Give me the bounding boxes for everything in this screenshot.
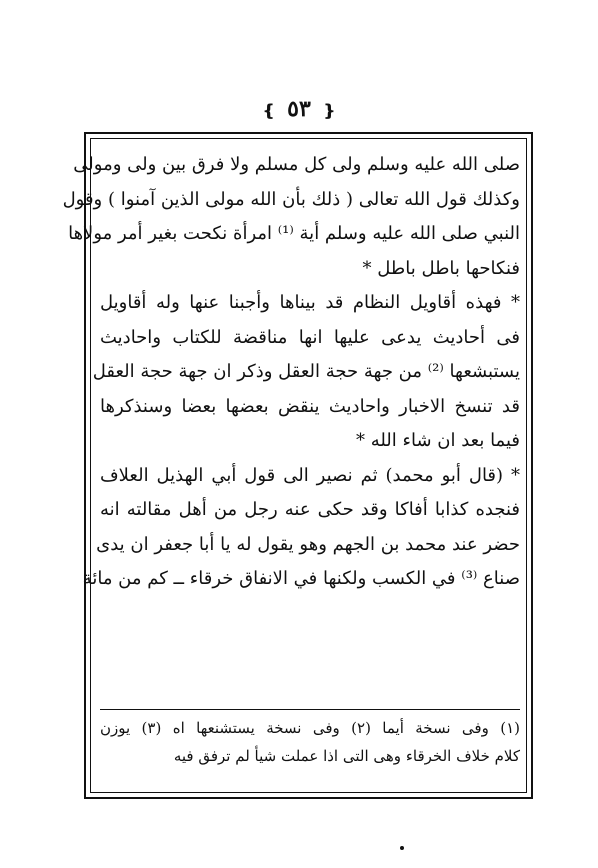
footnote-line: (١) وفى نسخة أيما (٢) وفى نسخة يستشنعها اه (٣) يوزن <box>100 719 520 737</box>
text-line: النبي صلى الله عليه وسلم أية ⁽¹⁾ امرأة نكحت بغير أمر مولاها <box>68 223 520 244</box>
footnote-separator <box>100 709 520 710</box>
text-line: * فهذه أقاويل النظام قد بيناها وأجبنا عنها وله أقاويل <box>100 292 520 313</box>
page-number-ornament-left: ❵ <box>262 101 276 120</box>
text-line: * (قال أبو محمد) ثم نصير الى قول أبي الهذيل العلاف <box>100 464 520 486</box>
text-line: حضر عند محمد بن الجهم وهو يقول له يا أبا جعفر ان يدى <box>96 533 520 555</box>
text-line: وكذلك قول الله تعالى ( ذلك بأن الله مولى الذين آمنوا ) وقول <box>62 188 520 210</box>
footnote-line: كلام خلاف الخرقاء وهى التى اذا عملت شيأ لم ترفق فيه <box>173 747 520 765</box>
text-line: قد تنسخ الاخبار واحاديث ينقض بعضها بعضا وسنذكرها <box>100 395 520 417</box>
text-line: صناع ⁽³⁾ في الكسب ولكنها في الانفاق خرقاء ــ كم من مائة <box>82 568 520 589</box>
main-text-block <box>62 148 520 597</box>
text-line: فنجده كذابا أفاكا وقد حكى عنه رجل من أهل مقالته انه <box>100 499 520 520</box>
page-number-value: ٥٣ <box>287 96 311 122</box>
page-number <box>0 96 598 122</box>
page-number-ornament-right: ❴ <box>322 101 336 120</box>
text-line: صلى الله عليه وسلم ولى كل مسلم ولا فرق بين ولى ومولى <box>73 154 520 175</box>
text-line: فى أحاديث يدعى عليها انها مناقضة للكتاب واحاديث <box>100 326 520 348</box>
text-line: يستبشعها ⁽²⁾ من جهة حجة العقل وذكر ان جهة حجة العقل <box>92 361 520 382</box>
footnotes-block <box>100 714 520 770</box>
page-speck <box>400 846 404 850</box>
text-line: فيما بعد ان شاء الله * <box>355 430 520 451</box>
text-line: فنكاحها باطل باطل * <box>362 257 520 279</box>
